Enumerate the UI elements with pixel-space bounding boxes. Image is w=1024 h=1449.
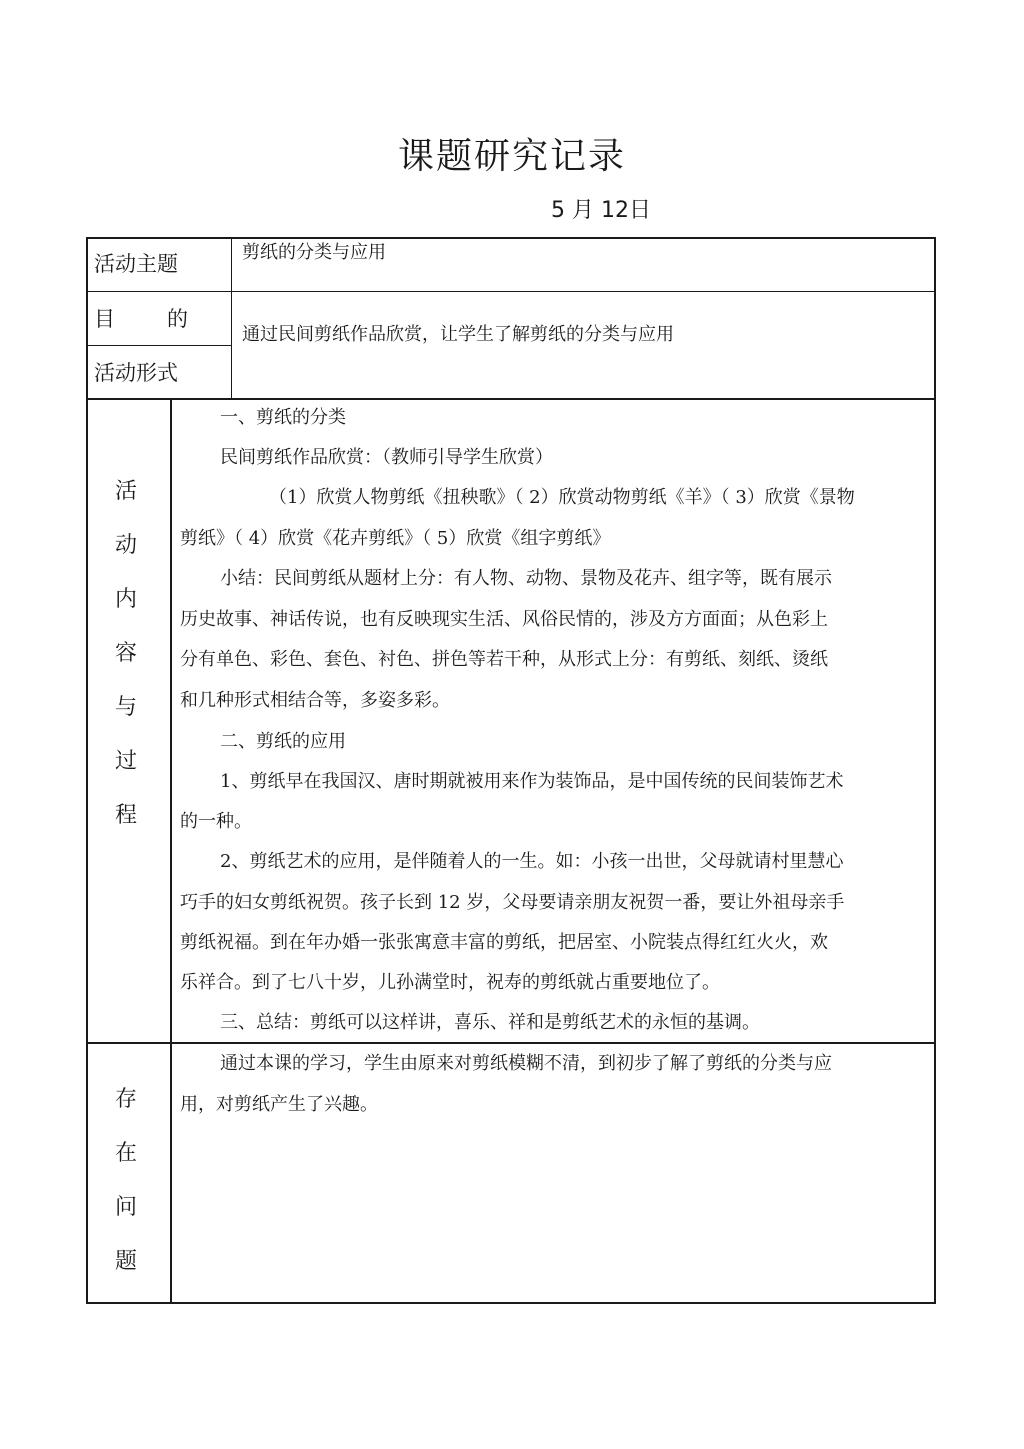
content-line: 乐祥合。到了七八十岁，儿孙满堂时，祝寿的剪纸就占重要地位了。 bbox=[180, 972, 720, 993]
column-divider bbox=[170, 398, 172, 1304]
page-title: 课题研究记录 bbox=[397, 136, 626, 177]
content-line: 剪纸祝福。到在年办婚一张张寓意丰富的剪纸，把居室、小院装点得红红火火，欢 bbox=[180, 932, 828, 953]
issues-label-char: 问 bbox=[114, 1195, 137, 1220]
issues-section-label bbox=[106, 1082, 146, 1298]
row-divider bbox=[86, 345, 232, 346]
goal-label-char-2: 的 bbox=[167, 307, 188, 331]
content-line: 历史故事、神话传说，也有反映现实生活、风俗民情的，涉及方方面面；从色彩上 bbox=[180, 609, 828, 630]
content-label-char: 与 bbox=[114, 695, 137, 720]
content-line: 民间剪纸作品欣赏：（教师引导学生欣赏） bbox=[220, 447, 553, 468]
content-line: 三、总结：剪纸可以这样讲，喜乐、祥和是剪纸艺术的永恒的基调。 bbox=[220, 1012, 760, 1033]
content-line: 的一种。 bbox=[180, 811, 252, 832]
content-line: 分有单色、彩色、套色、衬色、拼色等若干种，从形式上分：有剪纸、刻纸、烫纸 bbox=[180, 649, 828, 670]
issues-line: 用，对剪纸产生了兴趣。 bbox=[180, 1094, 378, 1115]
content-line: （1）欣赏人物剪纸《扭秧歌》（ 2）欣赏动物剪纸《羊》（ 3）欣赏《景物 bbox=[269, 487, 855, 508]
issues-label-char: 题 bbox=[114, 1249, 137, 1274]
content-section-label bbox=[106, 474, 146, 852]
theme-label: 活动主题 bbox=[94, 252, 178, 276]
content-line: 1、剪纸早在我国汉、唐时期就被用来作为装饰品，是中国传统的民间装饰艺术 bbox=[220, 771, 844, 792]
table-border-bottom bbox=[86, 1302, 936, 1304]
row-divider bbox=[86, 291, 936, 292]
content-line: 2、剪纸艺术的应用，是伴随着人的一生。如：小孩一出世，父母就请村里慧心 bbox=[220, 851, 844, 872]
content-line: 小结：民间剪纸从题材上分：有人物、动物、景物及花卉、组字等，既有展示 bbox=[220, 568, 832, 589]
content-label-char: 内 bbox=[114, 587, 137, 612]
column-divider bbox=[231, 237, 232, 399]
issues-label-char: 存 bbox=[114, 1087, 137, 1112]
content-label-char: 活 bbox=[114, 479, 137, 504]
form-label: 活动形式 bbox=[94, 361, 178, 385]
content-label-char: 程 bbox=[114, 803, 137, 828]
content-line: 二、剪纸的应用 bbox=[220, 731, 346, 752]
row-divider bbox=[86, 1042, 936, 1044]
content-line: 和几种形式相结合等，多姿多彩。 bbox=[180, 690, 450, 711]
content-line: 剪纸》（ 4）欣赏《花卉剪纸》（ 5）欣赏《组字剪纸》 bbox=[180, 528, 611, 549]
content-label-char: 过 bbox=[114, 749, 137, 774]
content-label-char: 动 bbox=[114, 533, 137, 558]
issues-line: 通过本课的学习，学生由原来对剪纸模糊不清，到初步了解了剪纸的分类与应 bbox=[220, 1053, 832, 1074]
content-line: 一、剪纸的分类 bbox=[220, 407, 346, 428]
row-divider bbox=[86, 398, 936, 400]
goal-value: 通过民间剪纸作品欣赏，让学生了解剪纸的分类与应用 bbox=[242, 324, 674, 345]
goal-label-char-1: 目 bbox=[94, 307, 115, 331]
issues-label-char: 在 bbox=[114, 1141, 137, 1166]
theme-value: 剪纸的分类与应用 bbox=[242, 242, 386, 263]
content-line: 巧手的妇女剪纸祝贺。孩子长到 12 岁，父母要请亲朋友祝贺一番，要让外祖母亲手 bbox=[180, 892, 845, 913]
record-date: 5 月 12日 bbox=[551, 198, 651, 223]
content-label-char: 容 bbox=[114, 641, 137, 666]
table-border-top bbox=[86, 237, 936, 239]
